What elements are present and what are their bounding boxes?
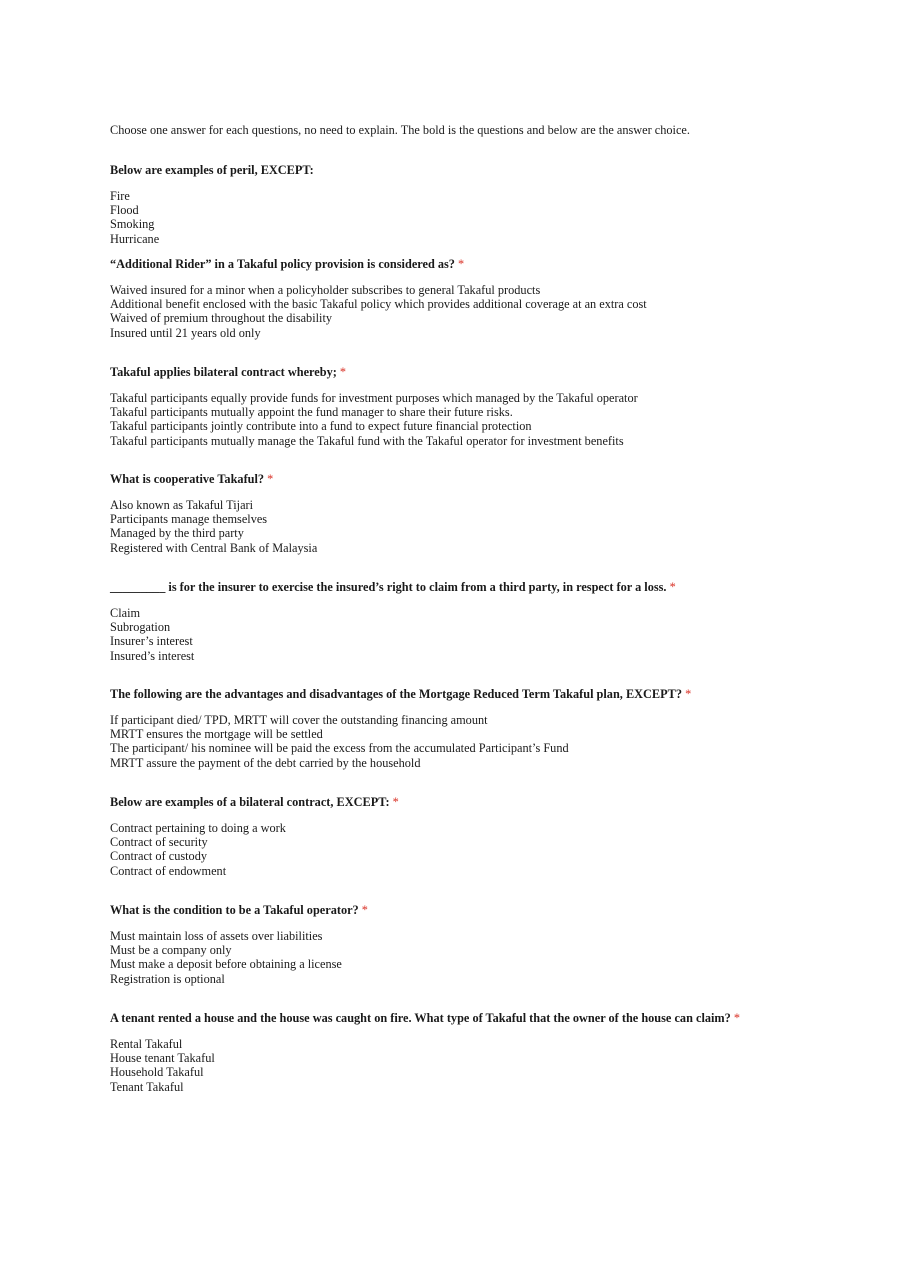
answer-options — [110, 391, 880, 448]
question-text — [110, 687, 880, 701]
answer-option: Smoking — [110, 217, 155, 232]
answer-options — [110, 821, 880, 878]
answer-option: Must make a deposit before obtaining a license — [110, 957, 342, 972]
answer-option: Waived insured for a minor when a policyholder subscribes to general Takaful products — [110, 283, 541, 297]
question-text — [110, 903, 880, 917]
answer-option: If participant died/ TPD, MRTT will cover the outstanding financing amount — [110, 713, 488, 727]
answer-options — [110, 606, 880, 663]
answer-option: Takaful participants mutually appoint the fund manager to share their future risks. — [110, 405, 513, 420]
question-block — [110, 257, 880, 340]
question-block — [110, 687, 880, 770]
question-label: What is the condition to be a Takaful operator? — [110, 903, 359, 917]
question-label: A tenant rented a house and the house was caught on fire. What type of Takaful that the owner of the house can claim? — [110, 1011, 731, 1025]
answer-option: Contract pertaining to doing a work — [110, 821, 286, 835]
answer-option: Contract of security — [110, 835, 208, 850]
answer-option: Takaful participants jointly contribute into a fund to expect future financial protection — [110, 419, 532, 434]
answer-option: House tenant Takaful — [110, 1051, 215, 1066]
question-block — [110, 580, 880, 663]
answer-option: Takaful participants equally provide funds for investment purposes which managed by the Takaful operator — [110, 391, 638, 405]
answer-options — [110, 189, 880, 246]
answer-option: Hurricane — [110, 231, 160, 246]
question-text — [110, 365, 880, 379]
question-label: The following are the advantages and disadvantages of the Mortgage Reduced Term Takaful plan, EXCEPT? — [110, 687, 682, 701]
answer-option: Additional benefit enclosed with the basic Takaful policy which provides additional coverage at an extra cost — [110, 297, 647, 312]
required-asterisk: * — [339, 365, 347, 379]
question-text — [110, 472, 880, 486]
question-block — [110, 365, 880, 448]
answer-option: Contract of custody — [110, 849, 207, 864]
answer-option: Fire — [110, 189, 130, 203]
answer-option: MRTT assure the payment of the debt carried by the household — [110, 755, 421, 770]
answer-option: Registered with Central Bank of Malaysia — [110, 540, 318, 555]
question-text — [110, 257, 880, 271]
answer-option: Must be a company only — [110, 943, 232, 958]
answer-options — [110, 929, 880, 986]
answer-options — [110, 1037, 880, 1094]
answer-option: Takaful participants mutually manage the Takaful fund with the Takaful operator for investment benefits — [110, 433, 624, 448]
answer-option: Registration is optional — [110, 971, 225, 986]
question-label: Below are examples of peril, EXCEPT: — [110, 163, 314, 177]
answer-option: Flood — [110, 203, 139, 218]
answer-option: Claim — [110, 606, 141, 620]
required-asterisk: * — [685, 687, 692, 701]
question-label: “Additional Rider” in a Takaful policy provision is considered as? — [110, 257, 455, 271]
required-asterisk: * — [392, 795, 399, 809]
answer-option: Tenant Takaful — [110, 1079, 184, 1094]
answer-options — [110, 498, 880, 555]
answer-option: Insured until 21 years old only — [110, 325, 261, 340]
answer-option: Rental Takaful — [110, 1037, 183, 1051]
instruction-text: Choose one answer for each questions, no need to explain. The bold is the questions and below are the answer choice. — [110, 123, 690, 137]
answer-option: Participants manage themselves — [110, 512, 268, 527]
question-text — [110, 580, 880, 594]
answer-option: Waived of premium throughout the disability — [110, 311, 333, 326]
answer-option: Also known as Takaful Tijari — [110, 498, 254, 512]
answer-option: Insured’s interest — [110, 648, 195, 663]
question-text — [110, 1011, 880, 1025]
answer-option: Contract of endowment — [110, 863, 227, 878]
question-text — [110, 163, 880, 177]
required-asterisk: * — [669, 580, 676, 594]
answer-option: MRTT ensures the mortgage will be settled — [110, 727, 323, 742]
question-text — [110, 795, 880, 809]
answer-option: Subrogation — [110, 620, 171, 635]
answer-option: Insurer’s interest — [110, 634, 193, 649]
question-block — [110, 163, 880, 246]
required-asterisk: * — [267, 472, 274, 486]
question-label: Takaful applies bilateral contract whereby; — [110, 365, 337, 379]
answer-options — [110, 713, 880, 770]
answer-option: Managed by the third party — [110, 526, 244, 541]
required-asterisk: * — [733, 1011, 741, 1025]
answer-option: The participant/ his nominee will be paid the excess from the accumulated Participant’s Fund — [110, 741, 569, 756]
question-block — [110, 472, 880, 555]
question-label: Below are examples of a bilateral contract, EXCEPT: — [110, 795, 390, 809]
question-label: _________ is for the insurer to exercise the insured’s right to claim from a third party, in respect for a loss. — [110, 580, 667, 594]
question-block — [110, 795, 880, 878]
question-block — [110, 903, 880, 986]
required-asterisk: * — [458, 257, 465, 271]
answer-option: Must maintain loss of assets over liabilities — [110, 929, 323, 943]
question-block — [110, 1011, 880, 1094]
required-asterisk: * — [361, 903, 368, 917]
answer-option: Household Takaful — [110, 1065, 204, 1080]
answer-options — [110, 283, 880, 340]
question-label: What is cooperative Takaful? — [110, 472, 265, 486]
